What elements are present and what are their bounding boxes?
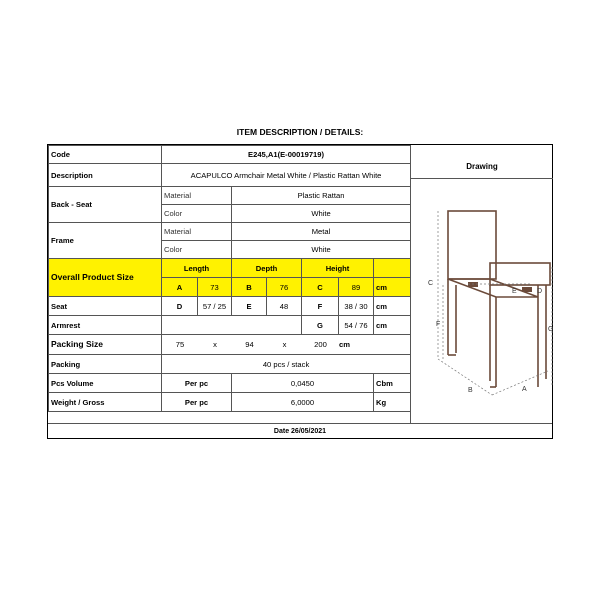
b-value: 76	[267, 278, 302, 297]
dim-label-c: C	[428, 280, 434, 287]
d-value: 57 / 25	[198, 297, 232, 316]
packing-times-1: x	[213, 340, 217, 349]
chair-drawing	[410, 181, 552, 421]
frame-label: Frame	[49, 223, 162, 259]
document-title: ITEM DESCRIPTION / DETAILS:	[236, 127, 364, 137]
overall-header-blank	[374, 259, 411, 278]
armrest-row	[49, 316, 411, 335]
f-value: 38 / 30	[339, 297, 374, 316]
frame-color-value: White	[232, 241, 411, 259]
chair-frame	[448, 211, 550, 387]
packing-label: Packing	[49, 355, 162, 374]
dim-label-d: D	[537, 288, 543, 295]
g-value: 54 / 76	[339, 316, 374, 335]
back-seat-label: Back - Seat	[49, 187, 162, 223]
dim-label-b: B	[468, 387, 473, 394]
c-value: 89	[339, 278, 374, 297]
weight-row	[49, 393, 411, 412]
pcs-volume-value: 0,0450	[232, 374, 374, 393]
weight-value: 6,0000	[232, 393, 374, 412]
description-label: Description	[49, 164, 162, 187]
packing-height: 200	[314, 340, 327, 349]
a-value: 73	[198, 278, 232, 297]
height-header: Height	[302, 259, 374, 278]
b-label: B	[232, 278, 267, 297]
packing-size-values	[162, 340, 410, 349]
length-header: Length	[162, 259, 232, 278]
f-label: F	[302, 297, 339, 316]
back-seat-material-value: Plastic Rattan	[232, 187, 411, 205]
code-value: E245,A1(E-00019719)	[162, 146, 411, 164]
d-label: D	[162, 297, 198, 316]
packing-size-row	[49, 335, 411, 355]
weight-per: Per pc	[162, 393, 232, 412]
packing-value: 40 pcs / stack	[162, 355, 411, 374]
dim-label-a: A	[522, 386, 527, 393]
description-row	[49, 164, 411, 187]
pcs-volume-label: Pcs Volume	[49, 374, 162, 393]
seat-unit: cm	[374, 297, 411, 316]
drawing-title: Drawing	[411, 145, 553, 179]
weight-unit: Kg	[374, 393, 411, 412]
back-seat-color-label: Color	[162, 205, 232, 223]
code-row	[49, 146, 411, 164]
back-seat-color-value: White	[232, 205, 411, 223]
seat-label: Seat	[49, 297, 162, 316]
g-label: G	[302, 316, 339, 335]
e-label: E	[232, 297, 267, 316]
overall-size-label: Overall Product Size	[49, 259, 162, 297]
description-value: ACAPULCO Armchair Metal White / Plastic Rattan White	[162, 164, 411, 187]
dim-label-g: G	[548, 326, 554, 333]
frame-material-label: Material	[162, 223, 232, 241]
packing-size-unit: cm	[339, 340, 350, 349]
frame-material-row	[49, 223, 411, 241]
armrest-blank	[162, 316, 302, 335]
pcs-volume-per: Per pc	[162, 374, 232, 393]
dim-label-f: F	[436, 321, 441, 328]
weight-label: Weight / Gross	[49, 393, 162, 412]
c-label: C	[302, 278, 339, 297]
frame-color-label: Color	[162, 241, 232, 259]
date-footer: Date 26/05/2021	[48, 423, 552, 439]
pcs-volume-row	[49, 374, 411, 393]
e-value: 48	[267, 297, 302, 316]
armrest-unit: cm	[374, 316, 411, 335]
packing-depth: 94	[245, 340, 254, 349]
a-label: A	[162, 278, 198, 297]
packing-row	[49, 355, 411, 374]
spec-sheet	[47, 144, 553, 439]
packing-size-label: Packing Size	[49, 335, 162, 355]
dimension-lines	[438, 211, 552, 395]
depth-header: Depth	[232, 259, 302, 278]
armrest-label: Armrest	[49, 316, 162, 335]
packing-length: 75	[175, 340, 185, 349]
packing-times-2: x	[282, 340, 287, 349]
spec-table	[48, 145, 411, 412]
back-seat-material-label: Material	[162, 187, 232, 205]
pcs-volume-unit: Cbm	[374, 374, 411, 393]
frame-material-value: Metal	[232, 223, 411, 241]
back-seat-material-row	[49, 187, 411, 205]
seat-row	[49, 297, 411, 316]
overall-unit: cm	[374, 278, 411, 297]
dim-label-e: E	[512, 288, 517, 295]
code-label: Code	[49, 146, 162, 164]
overall-header-row	[49, 259, 411, 278]
